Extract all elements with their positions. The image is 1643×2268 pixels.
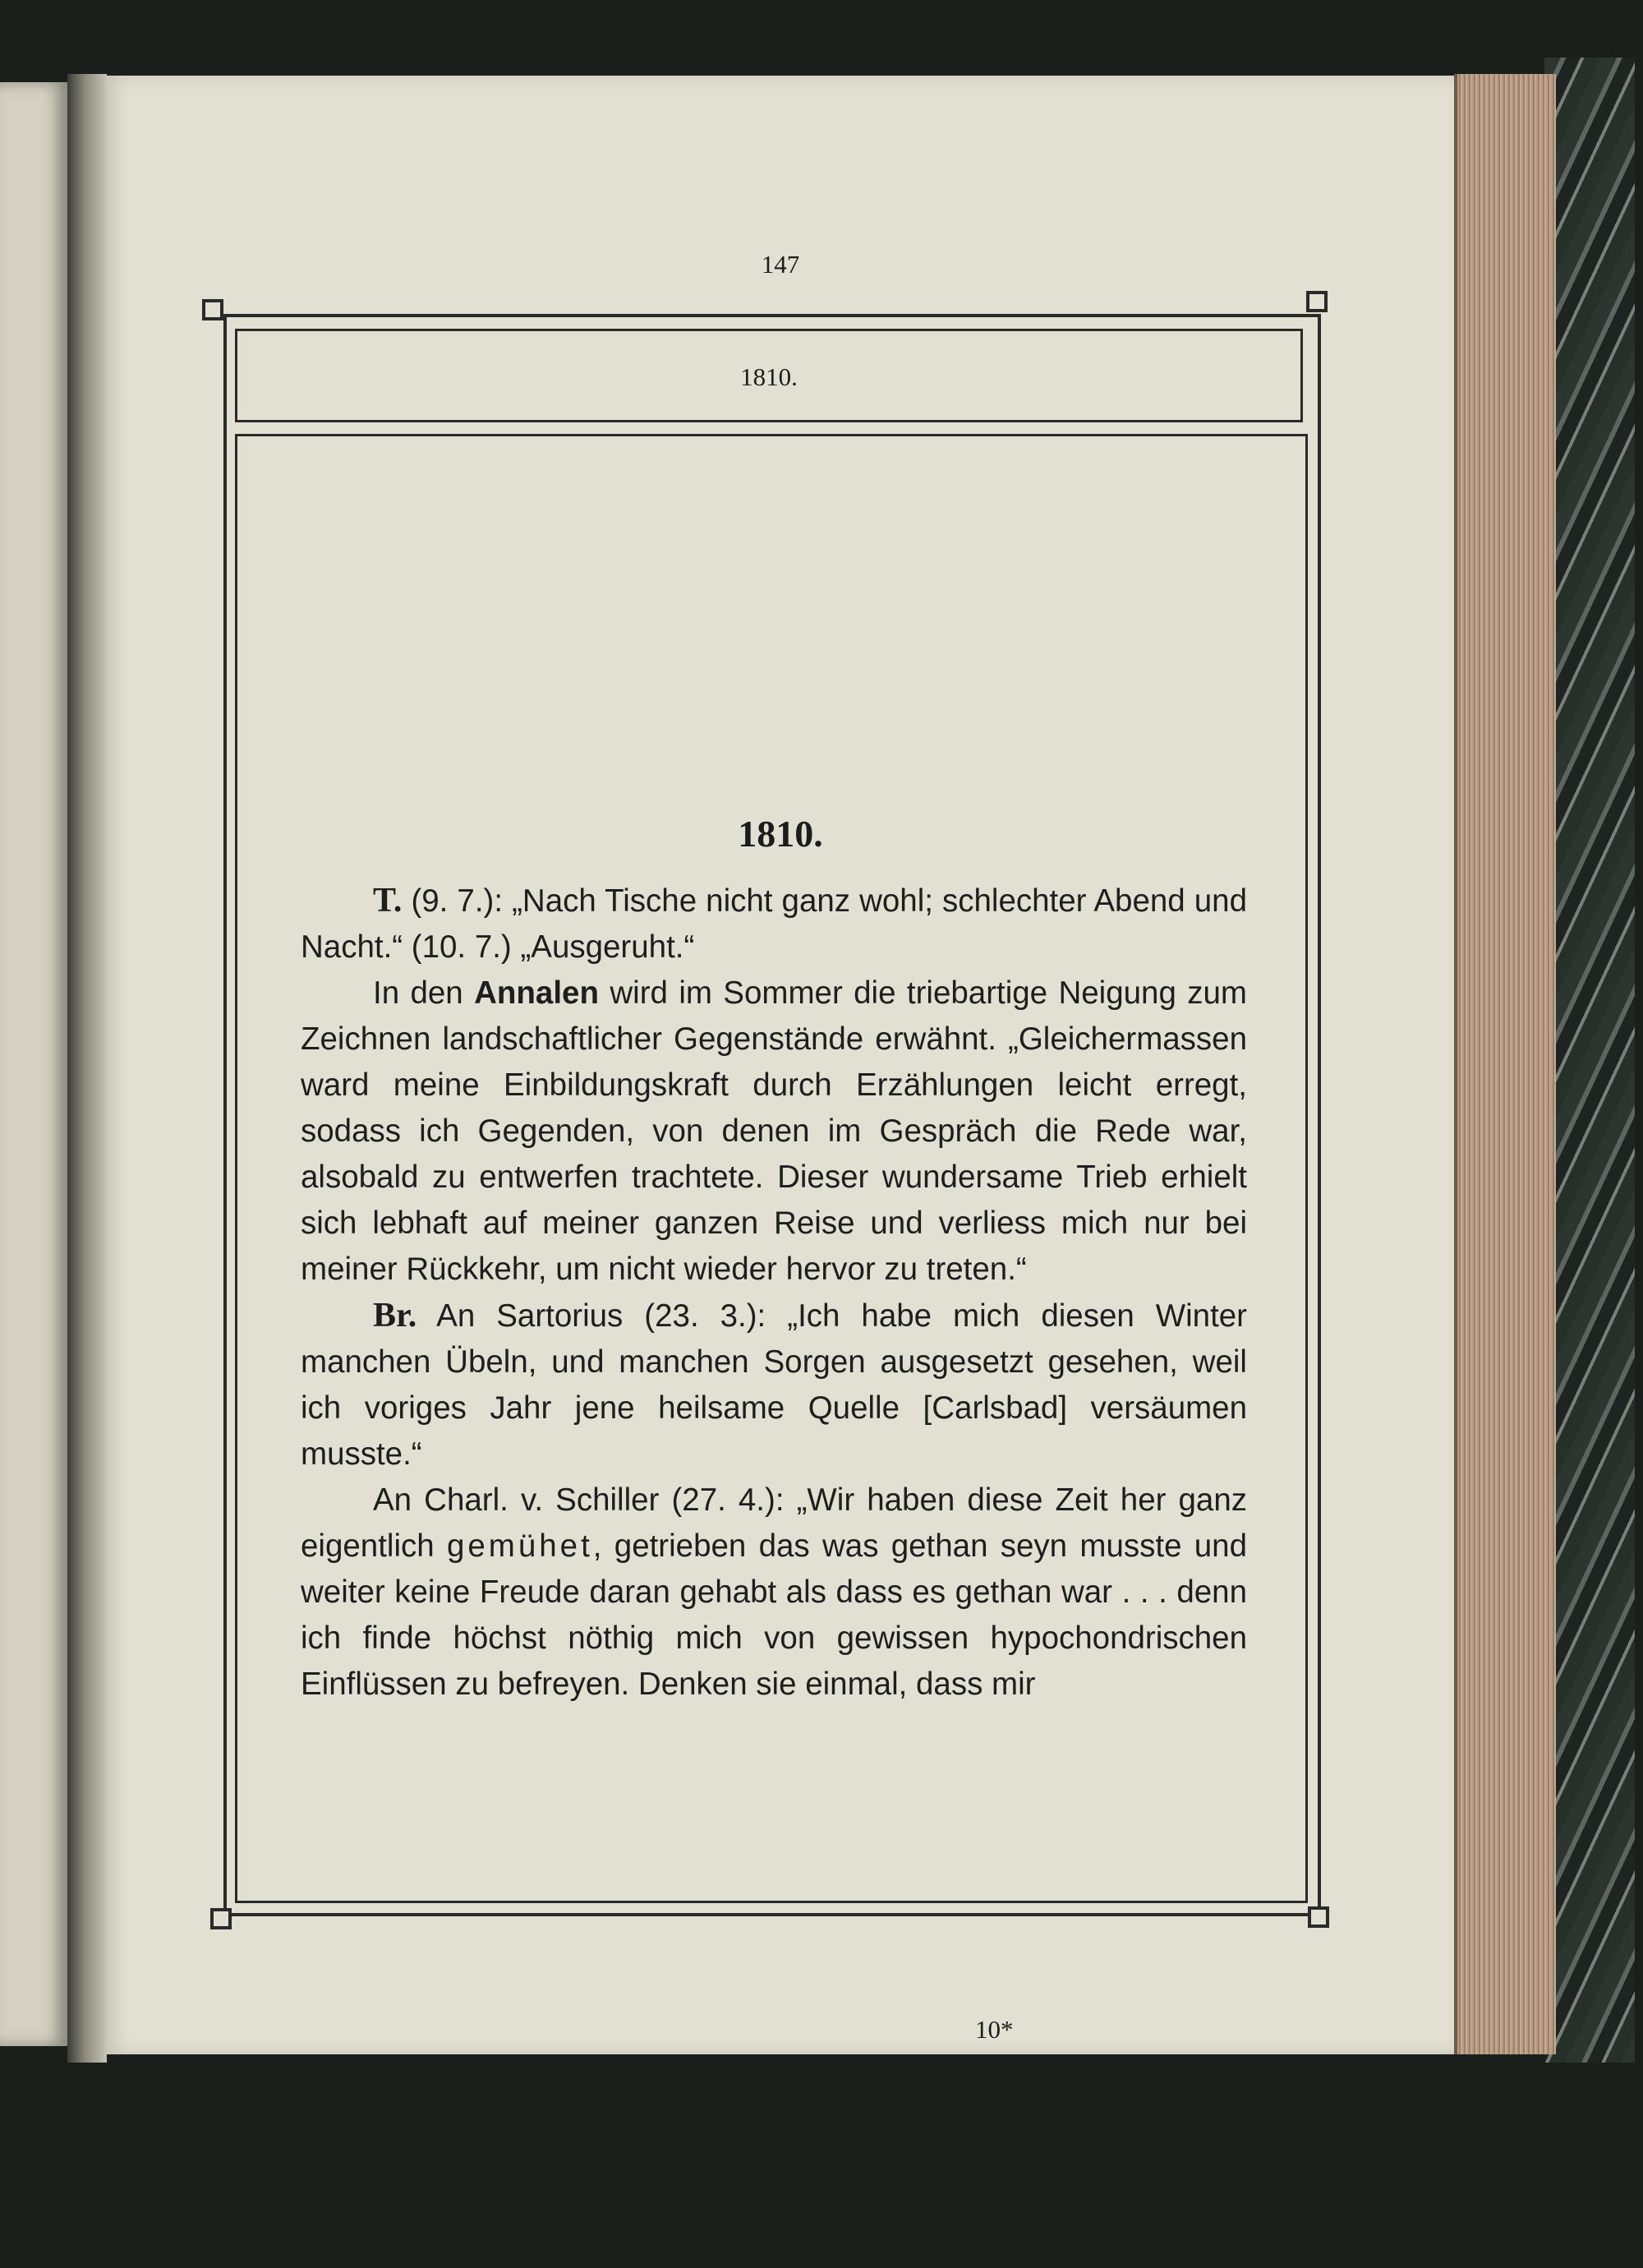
- spaced-word: gemühet: [446, 1528, 593, 1564]
- frame-corner-top-right: [1306, 291, 1328, 312]
- page-number: 147: [761, 250, 800, 279]
- paragraph-text: An Sartorius (23. 3.): „Ich habe mich diesen Winter manchen Übeln, und manchen Sorgen ausgesetzt gesehen, weil ich voriges Jahr jene heilsame Quelle [Carlsbad] versäumen musste.“: [301, 1298, 1247, 1472]
- paragraph-text: , getrieben das was gethan seyn musste und weiter keine Freude daran gehabt als dass es gethan war . . . denn ich finde höchst nöthig mich von gewissen hypochondrischen Einflüssen zu befreyen. Denken sie einmal, dass mir: [301, 1528, 1247, 1702]
- frame-corner-bottom-right: [1308, 1906, 1329, 1928]
- paragraph-lead: Br.: [373, 1297, 417, 1335]
- paragraph-prefix: In den: [373, 975, 475, 1011]
- frame-corner-bottom-left: [210, 1908, 232, 1929]
- paragraph-lead: T.: [373, 882, 403, 920]
- work-reference: Annalen: [474, 975, 599, 1011]
- paragraph-prefix: An Charl. v. Schiller (27. 4.): „Wir haben diese Zeit her ganz eigentlich: [301, 1482, 1247, 1564]
- printer-signature: 10*: [975, 2015, 1014, 2044]
- running-head-box: [235, 329, 1303, 422]
- paragraph: [301, 1293, 1247, 1477]
- marbled-cover: [1544, 58, 1635, 2063]
- frame-corner-top-left: [202, 299, 223, 320]
- paragraph-text: wird im Sommer die triebartige Neigung zum Zeichnen landschaftlicher Gegenstände erwähnt. „Gleichermassen ward meine Einbildungskraft durch Erzählungen leicht erregt, sodass ich Gegenden, von denen im Gespräch die Rede war, alsobald zu entwerfen trachtete. Dieser wundersame Trieb erhielt sich lebhaft auf meiner ganzen Reise und verliess mich nur bei meiner Rückkehr, um nicht wieder hervor zu treten.“: [301, 975, 1247, 1287]
- paragraph: [301, 878, 1247, 970]
- paragraph: [301, 1477, 1247, 1708]
- year-heading: 1810.: [738, 813, 823, 855]
- page-block-edges: [1454, 74, 1556, 2054]
- paragraph: [301, 970, 1247, 1293]
- facing-page-edge: [0, 82, 67, 2046]
- running-head: 1810.: [740, 362, 798, 391]
- paragraph-text: (9. 7.): „Nach Tische nicht ganz wohl; schlechter Abend und Nacht.“ (10. 7.) „Ausgeruht.“: [301, 883, 1247, 965]
- book-gutter: [67, 74, 107, 2063]
- body-text: [301, 878, 1247, 1708]
- book-page: [107, 76, 1454, 2054]
